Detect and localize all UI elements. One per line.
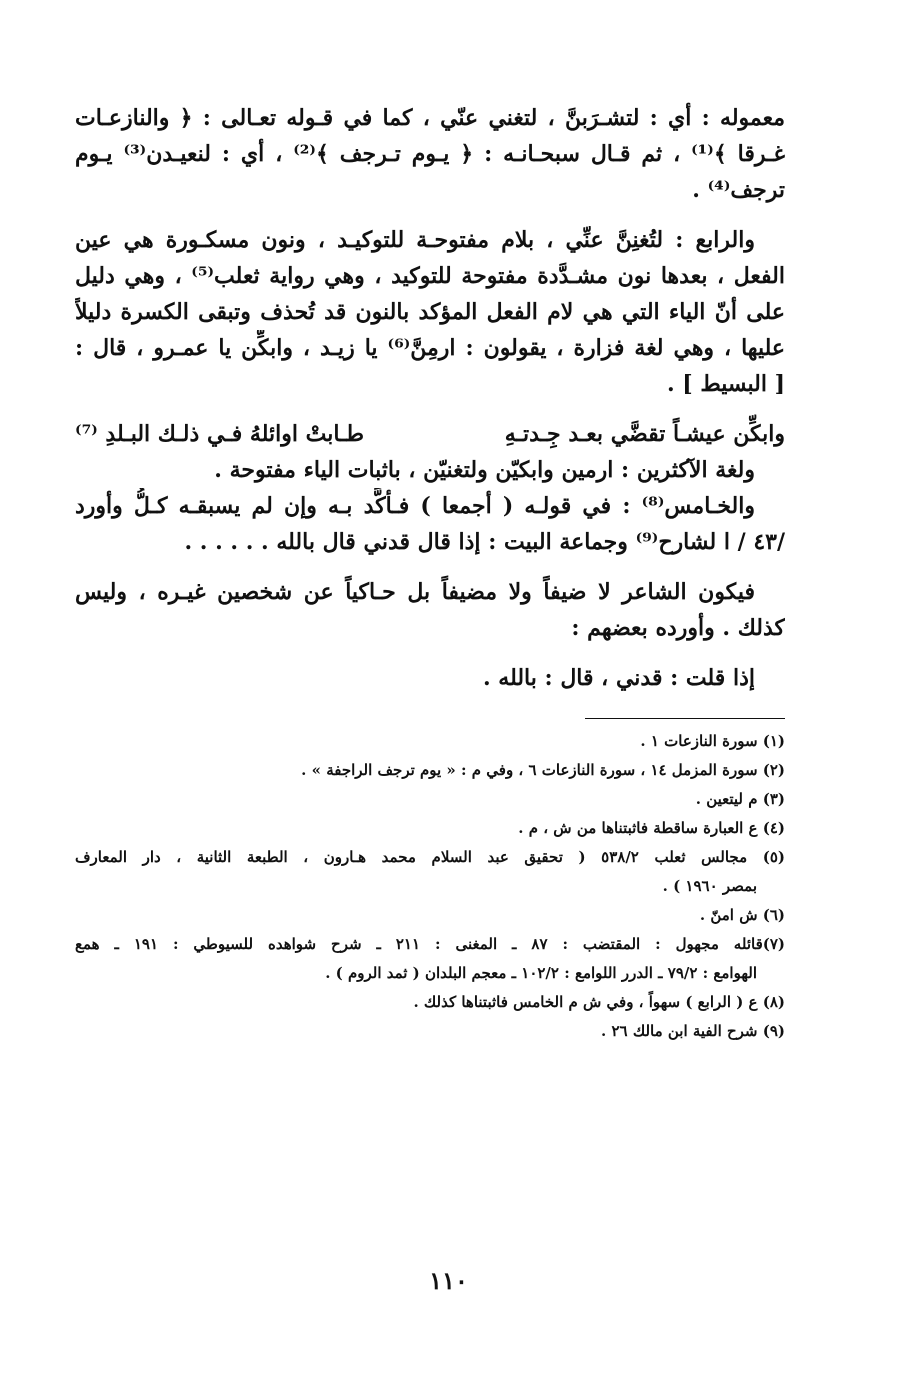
text-line: غـرقا ﴾⁽¹⁾ ، ثم قـال سبحـانـه : ﴿ يـوم تـرجف ﴾⁽²⁾ ، أي : لنعيـدن⁽³⁾ يـوم bbox=[75, 141, 785, 167]
footnote: (٨) ع ( الرابع ) سهواً ، وفي ش م الخامس فاثبتناها كذلك . bbox=[413, 993, 785, 1011]
text-line: فيكون الشاعر لا ضيفاً ولا مضيفاً بل حـاكياً عن شخصين غيـره ، وليس bbox=[75, 579, 755, 605]
text-line: /٤٣ / ا لشارح⁽⁹⁾ وجماعة البيت : إذا قال قدني قال بالله . . . . . . bbox=[184, 529, 785, 555]
footnote-divider bbox=[585, 718, 785, 719]
footnote-continuation: بمصر ١٩٦٠ ) . bbox=[662, 877, 757, 895]
footnote: (٥) مجالس ثعلب ٥٣٨/٢ ( تحقيق عبد السلام محمد هـارون ، الطبعة الثانية ، دار المعارف bbox=[75, 848, 785, 866]
text-line: [ البسيط ] . bbox=[666, 371, 785, 397]
text-line: ولغة الآكثرين : ارمين وابكيّن ولتغنيّن ، باثبات الياء مفتوحة . bbox=[214, 457, 755, 483]
text-line: والخـامس⁽⁸⁾ : في قولـه ( أجمعا ) فـأكَّد بـه وإن لم يسبقـه كـلُّ وأورد bbox=[75, 493, 755, 519]
footnote: (٧)قائله مجهول : المقتضب : ٨٧ ـ المغنى : ٢١١ ـ شرح شواهده للسيوطي : ١٩١ ـ همع bbox=[75, 935, 785, 953]
text-line: عليها ، وهي لغة فزارة ، يقولون : ارمِنَّ⁽⁶⁾ يا زيـد ، وابكِّن يا عمـرو ، قال : bbox=[75, 335, 785, 361]
text-line: كذلك . وأورده بعضهم : bbox=[571, 615, 785, 641]
verse-first-hemistich: وابكِّن عيشـاً تقضَّي بعـد جِـدتـهِ bbox=[504, 421, 785, 447]
page-number: ١١٠ bbox=[429, 1266, 468, 1295]
footnote: (٦) ش امنّ . bbox=[699, 906, 785, 924]
text-line: والرابع : لتُغنِنَّ عنِّي ، بلام مفتوحـة للتوكيـد ، ونون مسكـورة هي عين bbox=[75, 227, 755, 253]
poem-verse bbox=[75, 416, 785, 452]
verse-second-hemistich: طـابتْ اوائلهُ فـي ذلـك البـلدِ ⁽⁷⁾ bbox=[75, 421, 365, 447]
footnote: (٩) شرح الفية ابن مالك ٢٦ . bbox=[601, 1022, 785, 1040]
text-line: الفعل ، بعدها نون مشـدَّدة مفتوحة للتوكيد ، وهي رواية ثعلب⁽⁵⁾ ، وهي دليل bbox=[75, 263, 785, 289]
footnote: (٣) م ليتعين . bbox=[695, 790, 785, 808]
footnote: (٢) سورة المزمل ١٤ ، سورة النازعات ٦ ، وفي م : « يوم ترجف الراجفة » . bbox=[301, 761, 785, 779]
footnote-continuation: الهوامع : ٧٩/٢ ـ الدرر اللوامع : ١٠٢/٢ ـ معجم البلدان ( ثمد الروم ) . bbox=[325, 964, 757, 982]
text-line: ترجف⁽⁴⁾ . bbox=[692, 177, 785, 203]
text-line: إذا قلت : قدني ، قال : بالله . bbox=[482, 665, 755, 691]
text-line: معموله : أي : لتشـرَبنَّ ، لتغني عنّي ، كما في قـوله تعـالى : ﴿ والنازعـات bbox=[75, 105, 785, 131]
footnote: (١) سورة النازعات ١ . bbox=[640, 732, 785, 750]
footnote: (٤) ع العبارة ساقطة فاثبتناها من ش ، م . bbox=[518, 819, 785, 837]
text-line: على أنّ الياء التي هي لام الفعل المؤكد بالنون قد تُحذف وتبقى الكسرة دليلاً bbox=[75, 299, 785, 325]
page-body bbox=[75, 100, 785, 1046]
